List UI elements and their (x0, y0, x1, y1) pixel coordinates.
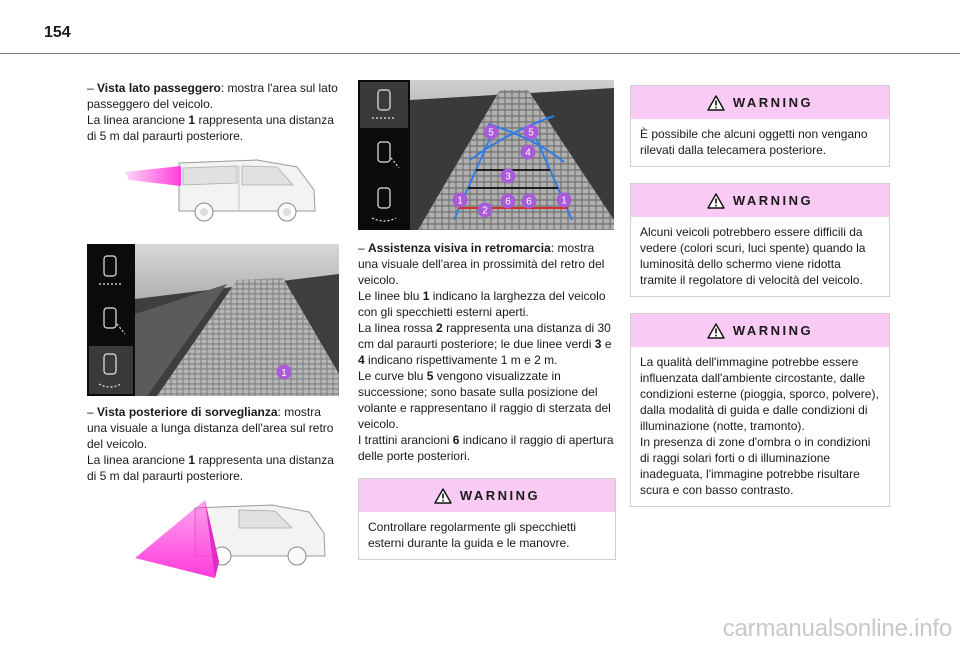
rear-surveillance-photo (87, 244, 342, 396)
guide-marker-5 (484, 125, 499, 140)
warning-header (631, 184, 889, 217)
warning-body: Alcuni veicoli potrebbero essere difficili da vedere (colori scuri, luci spente) quando la luminosità dello schermo viene ridotta tramite il regolatore di velocità del veicolo. (640, 225, 866, 287)
camera-field-side (125, 166, 181, 186)
svg-text:1: 1 (457, 195, 463, 207)
warning-triangle-icon (434, 488, 452, 504)
watermark: carmanualsonline.info (722, 615, 952, 642)
warning-box-image-quality (630, 313, 890, 507)
warning-body: La qualità dell'immagine potrebbe essere influenzata dall'ambiente circostante, dalle condizioni esterne (pioggia, sporco, polvere), dalla modalità di guida e dalle condizioni di illuminazione (notte, tramonto). In presenza di zone d'ombra o in condizioni di raggi solari forti o di illuminazione inadeguata, l'immagine potrebbe risultare scura e con basso contrasto. (640, 355, 879, 497)
warning-title: WARNING (732, 95, 814, 110)
guide-marker-1 (557, 193, 572, 208)
warning-box-dark-vehicles (630, 183, 890, 297)
warning-triangle-icon (707, 95, 725, 111)
svg-text:6: 6 (526, 196, 532, 208)
column-2 (358, 80, 616, 572)
svg-text:5: 5 (488, 127, 494, 139)
column-3 (630, 85, 890, 519)
reverse-camera-image (358, 80, 614, 230)
reverse-assist-title: Assistenza visiva in retromarcia (368, 241, 551, 255)
warning-body: Controllare regolarmente gli specchietti esterni durante la guida e le manovre. (368, 520, 577, 550)
reverse-camera-screen (358, 80, 616, 230)
rear-view-paragraph: – Vista posteriore di sorveglianza: mostra una visuale a lunga distanza dell'area sul retro del veicolo. La linea arancione 1 rappresenta una distanza di 5 m dal paraurti posteriore. (87, 405, 334, 483)
rear-view-title: Vista posteriore di sorveglianza (97, 405, 278, 419)
van-rear-cone-illustration (87, 496, 342, 591)
van-rear-drawing (87, 496, 342, 591)
guide-marker-3 (501, 169, 516, 184)
warning-triangle-icon (707, 323, 725, 339)
svg-text:3: 3 (505, 171, 511, 183)
svg-text:4: 4 (525, 147, 531, 159)
van-side-drawing (87, 156, 342, 226)
warning-title: WARNING (732, 193, 814, 208)
guide-marker-2 (478, 203, 493, 218)
guide-marker-4 (521, 145, 536, 160)
column-1 (87, 80, 342, 591)
svg-text:6: 6 (505, 196, 511, 208)
camera-field-rear (135, 500, 219, 578)
warning-triangle-icon (707, 193, 725, 209)
side-view-title: Vista lato passeggero (97, 81, 221, 95)
guide-marker-6 (522, 194, 537, 209)
warning-title: WARNING (732, 323, 814, 338)
warning-box-mirrors (358, 478, 616, 560)
svg-text:1: 1 (561, 195, 567, 207)
warning-box-objects (630, 85, 890, 167)
reverse-assist-paragraph: – Assistenza visiva in retromarcia: mostra una visuale dell'area in prossimità del retro del veicolo. Le linee blu 1 indicano la larghezza del veicolo con gli specchietti esterni aperti. La linea rossa 2 rappresenta una distanza di 30 cm dal paraurti posteriore; le due linee verdi 3 e 4 indicano rispettivamente 1 m e 2 m. Le curve blu 5 vengono visualizzate in successione; sono basate sulla posizione del volante e rappresentano il raggio di sterzata del veicolo. I trattini arancioni 6 indicano il raggio di apertura delle porte posteriori. (358, 241, 614, 463)
page-number: 154 (44, 24, 71, 41)
svg-text:1: 1 (281, 368, 287, 379)
warning-header (631, 314, 889, 347)
guide-marker-1 (453, 193, 468, 208)
svg-text:2: 2 (482, 205, 488, 217)
side-view-paragraph: – Vista lato passeggero: mostra l'area sul lato passeggero del veicolo. La linea arancione 1 rappresenta una distanza di 5 m dal paraurti posteriore. (87, 81, 338, 143)
warning-header (359, 479, 615, 512)
warning-title: WARNING (459, 488, 541, 503)
svg-text:5: 5 (528, 127, 534, 139)
guide-marker-5 (524, 125, 539, 140)
header-rule (0, 53, 960, 54)
rear-surveillance-screen (87, 244, 339, 396)
warning-body: È possibile che alcuni oggetti non vengano rilevati dalla telecamera posteriore. (640, 127, 868, 157)
van-side-illustration (87, 156, 342, 226)
warning-header (631, 86, 889, 119)
guide-marker-6 (501, 194, 516, 209)
